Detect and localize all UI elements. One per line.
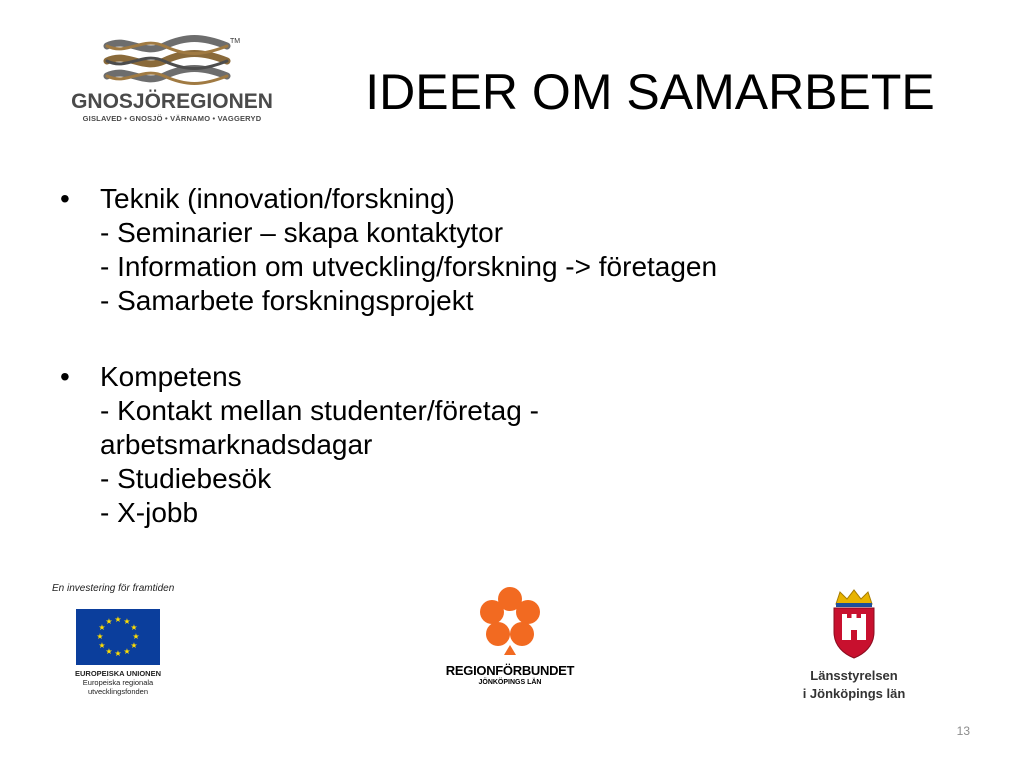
bullet-subitem: - Seminarier – skapa kontaktytor [100,217,504,248]
svg-text:★: ★ [132,632,140,641]
svg-text:★: ★ [114,649,122,658]
bullet-list [58,182,958,530]
eu-fund-line: Europeiska regionala [82,678,154,687]
bullet-heading: Kompetens [100,361,242,392]
bullet-subitem: - Studiebesök [100,463,272,494]
page-number: 13 [956,724,970,738]
svg-text:★: ★ [130,623,138,632]
bullet-glyph: • [60,361,70,392]
knot-emblem-icon [102,34,232,88]
bullet-subitem: - Information om utveckling/forskning -> företagen [100,251,718,282]
lansstyrelsen-line2: i Jönköpings län [802,686,906,701]
svg-text:★: ★ [123,617,131,626]
svg-text:★: ★ [114,615,122,624]
trademark-mark: TM [230,38,241,45]
bullet-subitem: arbetsmarknadsdagar [100,429,373,460]
eu-flag-icon [76,609,160,665]
gnosjoregionen-logo [52,34,292,126]
regionforbundet-sub: JÖNKÖPINGS LÄN [478,679,542,686]
lansstyrelsen-logo [792,588,916,710]
gnosjoregionen-name: GNOSJÖREGIONEN [71,90,273,113]
svg-text:★: ★ [98,623,106,632]
svg-text:★: ★ [105,647,113,656]
svg-text:★: ★ [96,632,104,641]
eu-logo [52,583,202,703]
bullet-glyph: • [60,183,70,214]
bullet-subitem: - Samarbete forskningsprojekt [100,285,474,316]
svg-text:★: ★ [130,641,138,650]
lansstyrelsen-line1: Länsstyrelsen [810,668,898,683]
regionforbundet-name: REGIONFÖRBUNDET [445,663,575,678]
bullet-kompetens [58,360,958,530]
bullet-subitem: - X-jobb [100,497,199,528]
coat-of-arms-icon [830,588,878,660]
svg-text:★: ★ [123,647,131,656]
eu-union-name: EUROPEISKA UNIONEN [75,669,161,678]
svg-text:★: ★ [105,617,113,626]
flower-emblem-icon [478,585,542,655]
slide-title: IDEER OM SAMARBETE [365,64,935,120]
eu-fund-line: utvecklingsfonden [87,687,149,696]
gnosjoregionen-towns: GISLAVED • GNOSJÖ • VÄRNAMO • VAGGERYD [82,114,262,123]
bullet-subitem: - Kontakt mellan studenter/företag - [100,395,539,426]
bullet-teknik [58,182,958,318]
bullet-heading: Teknik (innovation/forskning) [100,183,455,214]
regionforbundet-logo [430,585,590,695]
svg-text:★: ★ [98,641,106,650]
eu-slogan: En investering för framtiden [52,583,175,594]
